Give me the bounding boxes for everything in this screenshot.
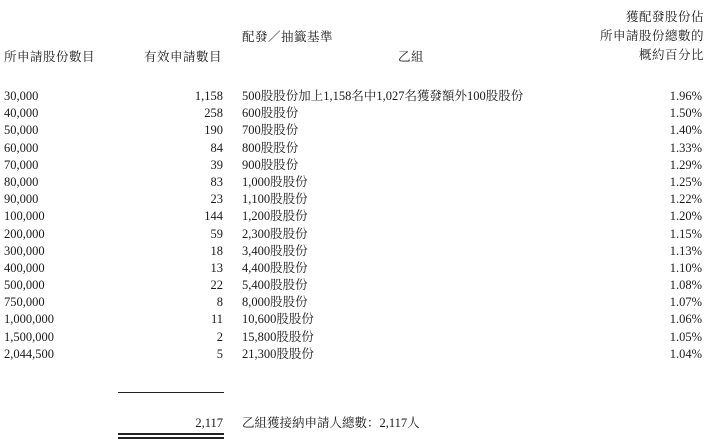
cell-basis-of-allotment: 900股股份	[242, 157, 299, 172]
total-double-rule	[118, 433, 224, 439]
cell-shares-applied: 90,000	[4, 192, 39, 207]
cell-basis-of-allotment: 600股股份	[242, 106, 299, 121]
cell-basis-of-allotment: 4,400股股份	[242, 260, 308, 275]
cell-valid-applications: 59	[210, 226, 223, 241]
cell-approx-percentage: 1.50%	[669, 106, 702, 121]
cell-approx-percentage: 1.07%	[669, 295, 702, 310]
table-row	[0, 208, 710, 225]
cell-approx-percentage: 1.29%	[669, 157, 702, 172]
cell-approx-percentage: 1.33%	[669, 140, 702, 155]
header-pct-line-1: 獲配發股份佔	[625, 9, 704, 24]
cell-shares-applied: 100,000	[4, 209, 45, 224]
table-row	[0, 294, 710, 311]
table-row	[0, 88, 710, 105]
cell-shares-applied: 300,000	[4, 243, 45, 258]
cell-valid-applications: 1,158	[194, 89, 223, 103]
cell-basis-of-allotment: 1,100股股份	[242, 192, 308, 207]
cell-valid-applications: 190	[204, 123, 223, 138]
cell-shares-applied: 400,000	[4, 260, 45, 275]
header-pct-line-2: 所申請股份總數的	[599, 28, 704, 43]
table-row	[0, 226, 710, 243]
total-note: 乙組獲接納申請人總數：2,117人	[242, 416, 420, 430]
table-row	[0, 277, 710, 294]
table-row	[0, 122, 710, 139]
cell-approx-percentage: 1.08%	[669, 278, 702, 293]
cell-valid-applications: 11	[210, 312, 223, 327]
cell-valid-applications: 144	[204, 209, 223, 224]
table-row	[0, 346, 710, 363]
cell-basis-of-allotment: 15,800股股份	[242, 329, 314, 344]
cell-valid-applications: 83	[210, 174, 223, 189]
table-row	[0, 243, 710, 260]
table-row	[0, 105, 710, 122]
table-row	[0, 311, 710, 328]
cell-approx-percentage: 1.04%	[669, 346, 702, 361]
header-valid-applications: 有效申請數目	[143, 49, 222, 64]
cell-valid-applications: 84	[210, 140, 223, 155]
table-row	[0, 329, 710, 346]
header-group-b: 乙組	[398, 49, 425, 64]
cell-approx-percentage: 1.20%	[669, 209, 702, 224]
header-approx-percentage	[600, 8, 704, 65]
subtotal-rule	[118, 392, 224, 393]
cell-basis-of-allotment: 5,400股股份	[242, 278, 308, 293]
cell-basis-of-allotment: 10,600股股份	[242, 312, 314, 327]
cell-approx-percentage: 1.15%	[669, 226, 702, 241]
table-row	[0, 140, 710, 157]
cell-basis-of-allotment: 1,200股股份	[242, 209, 308, 224]
cell-shares-applied: 1,500,000	[4, 329, 54, 344]
cell-basis-of-allotment: 500股股份加上1,158名中1,027名獲發額外100股股份	[242, 89, 524, 103]
cell-valid-applications: 18	[210, 243, 223, 258]
cell-shares-applied: 80,000	[4, 174, 39, 189]
cell-approx-percentage: 1.05%	[669, 329, 702, 344]
cell-approx-percentage: 1.25%	[669, 174, 702, 189]
table-row	[0, 174, 710, 191]
header-basis-of-allotment: 配發／抽籤基準	[242, 29, 334, 44]
header-pct-line-3: 概約百分比	[638, 47, 704, 62]
cell-basis-of-allotment: 21,300股股份	[242, 346, 314, 361]
cell-valid-applications: 2	[216, 329, 223, 344]
cell-shares-applied: 1,000,000	[4, 312, 54, 327]
cell-valid-applications: 258	[204, 106, 223, 121]
cell-valid-applications: 23	[210, 192, 223, 207]
cell-shares-applied: 750,000	[4, 295, 45, 310]
cell-shares-applied: 60,000	[4, 140, 39, 155]
cell-shares-applied: 2,044,500	[4, 346, 54, 361]
table-row	[0, 260, 710, 277]
cell-approx-percentage: 1.13%	[669, 243, 702, 258]
cell-shares-applied: 50,000	[4, 123, 39, 138]
total-valid-applications: 2,117	[195, 416, 223, 430]
cell-approx-percentage: 1.40%	[669, 123, 702, 138]
cell-shares-applied: 40,000	[4, 106, 39, 121]
cell-approx-percentage: 1.96%	[669, 89, 702, 103]
cell-shares-applied: 30,000	[4, 89, 39, 103]
cell-shares-applied: 500,000	[4, 278, 45, 293]
cell-basis-of-allotment: 2,300股股份	[242, 226, 308, 241]
cell-basis-of-allotment: 3,400股股份	[242, 243, 308, 258]
cell-shares-applied: 200,000	[4, 226, 45, 241]
table-row	[0, 157, 710, 174]
cell-basis-of-allotment: 8,000股股份	[242, 295, 308, 310]
cell-basis-of-allotment: 700股股份	[242, 123, 299, 138]
header-shares-applied: 所申請股份數目	[4, 49, 96, 64]
cell-valid-applications: 13	[210, 260, 223, 275]
cell-shares-applied: 70,000	[4, 157, 39, 172]
cell-valid-applications: 39	[210, 157, 223, 172]
cell-basis-of-allotment: 800股股份	[242, 140, 299, 155]
cell-basis-of-allotment: 1,000股股份	[242, 174, 308, 189]
cell-valid-applications: 8	[216, 295, 223, 310]
cell-valid-applications: 22	[210, 278, 223, 293]
cell-approx-percentage: 1.22%	[669, 192, 702, 207]
cell-approx-percentage: 1.06%	[669, 312, 702, 327]
cell-valid-applications: 5	[216, 346, 223, 361]
cell-approx-percentage: 1.10%	[669, 260, 702, 275]
table-row	[0, 191, 710, 208]
allotment-table-body	[0, 88, 710, 363]
